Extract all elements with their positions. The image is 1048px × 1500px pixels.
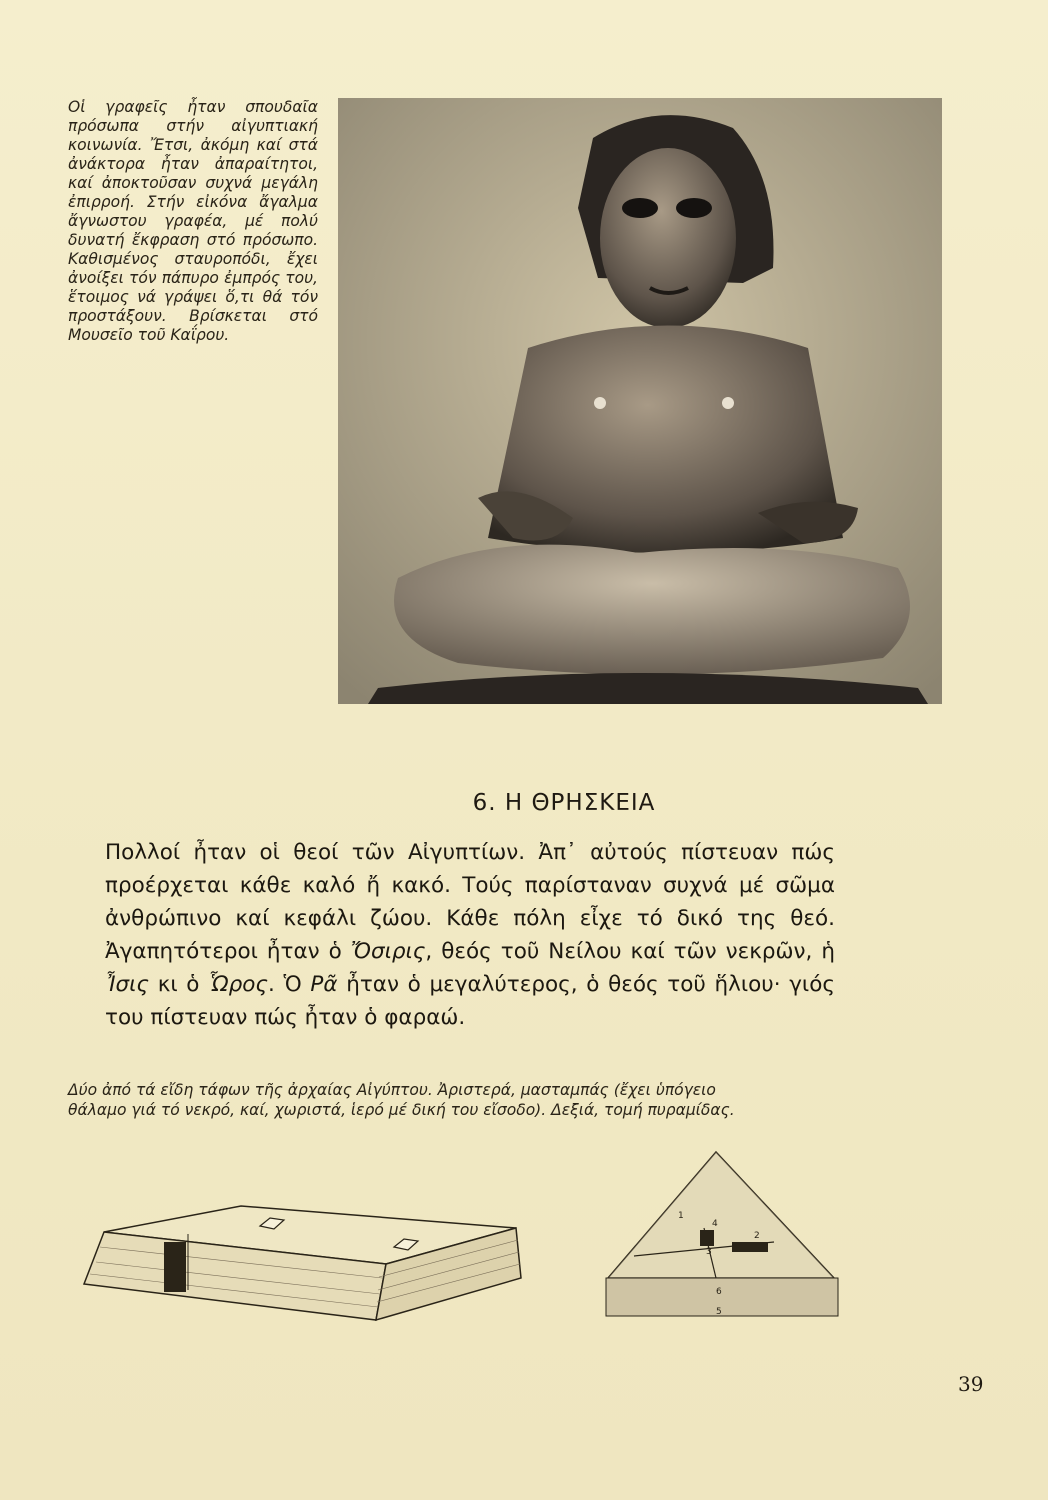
pyramid-label: 3 (706, 1247, 712, 1257)
paragraph-text: . Ὁ (268, 972, 311, 997)
paragraph-text: Πολλοί ἦταν οἱ θεοί τῶν Αἰγυπτίων. Ἀπ᾿ αὐτούς πίστευαν πώς προέρχεται κάθε καλό ἤ κακό. Τούς παρίσταναν συχνά μέ σῶμα ἀνθρώπινο καί κεφάλι ζώου. Κάθε πόλη εἶχε τό δικό της θεό. Ἀγαπητότεροι ἦταν ὁ (105, 840, 835, 964)
god-name-ra: Ρᾶ (310, 972, 338, 997)
religion-paragraph (105, 836, 835, 1034)
scribe-photo-caption: Οἱ γραφεῖς ἦταν σπουδαῖα πρόσωπα στήν αἰγυπτιακή κοινωνία. Ἔτσι, ἀκόμη καί στά ἀνάκτορα ἦταν ἀπαραίτητοι, καί ἀποκτοῦσαν συχνά μεγάλη ἐπιρροή. Στήν εἰκόνα ἄγαλμα ἄγνωστου γραφέα, μέ πολύ δυνατή ἔκφραση στό πρόσωπο. Καθισμένος σταυροπόδι, ἔχει ἀνοίξει τόν πάπυρο ἐμπρός του, ἕτοιμος νά γράψει ὅ,τι θά τόν προστάξουν. Βρίσκεται στό Μουσεῖο τοῦ Καΐρου. (68, 98, 318, 344)
pyramid-label: 5 (716, 1307, 722, 1317)
pyramid-label: 6 (716, 1287, 722, 1297)
paragraph-text: κι ὁ (149, 972, 209, 997)
paragraph-text: , θεός τοῦ Νείλου καί τῶν νεκρῶν, ἡ (425, 939, 836, 964)
god-name-osiris: Ὄσιρις (350, 939, 426, 964)
god-name-isis: Ἶσις (105, 972, 150, 997)
tombs-caption: Δύο ἀπό τά εἴδη τάφων τῆς ἀρχαίας Αἰγύπτου. Ἀριστερά, μασταμπάς (ἔχει ὑπόγειο θάλαμο γιά τό νεκρό, καί, χωριστά, ἱερό μέ δική του εἴσοδο). Δεξιά, τομή πυραμίδας. (68, 1081, 735, 1119)
pyramid-cross-section-drawing (604, 1148, 844, 1318)
seated-scribe-statue-photo (338, 98, 942, 704)
pyramid-label: 1 (678, 1211, 684, 1221)
pyramid-label: 2 (754, 1231, 760, 1241)
god-name-horus: Ὧρος (208, 972, 269, 997)
page-number: 39 (958, 1372, 984, 1396)
section-heading-text: 6. Η ΘΡΗΣΚΕΙΑ (472, 790, 656, 816)
paragraph-text: ἦταν ὁ μεγαλύτερος, ὁ θεός τοῦ ἥλιου· γιός του πίστευαν πώς ἦταν ὁ φαραώ. (105, 972, 835, 1030)
mastaba-drawing (76, 1192, 546, 1322)
pyramid-label: 4 (712, 1219, 718, 1229)
section-heading (0, 790, 1048, 816)
